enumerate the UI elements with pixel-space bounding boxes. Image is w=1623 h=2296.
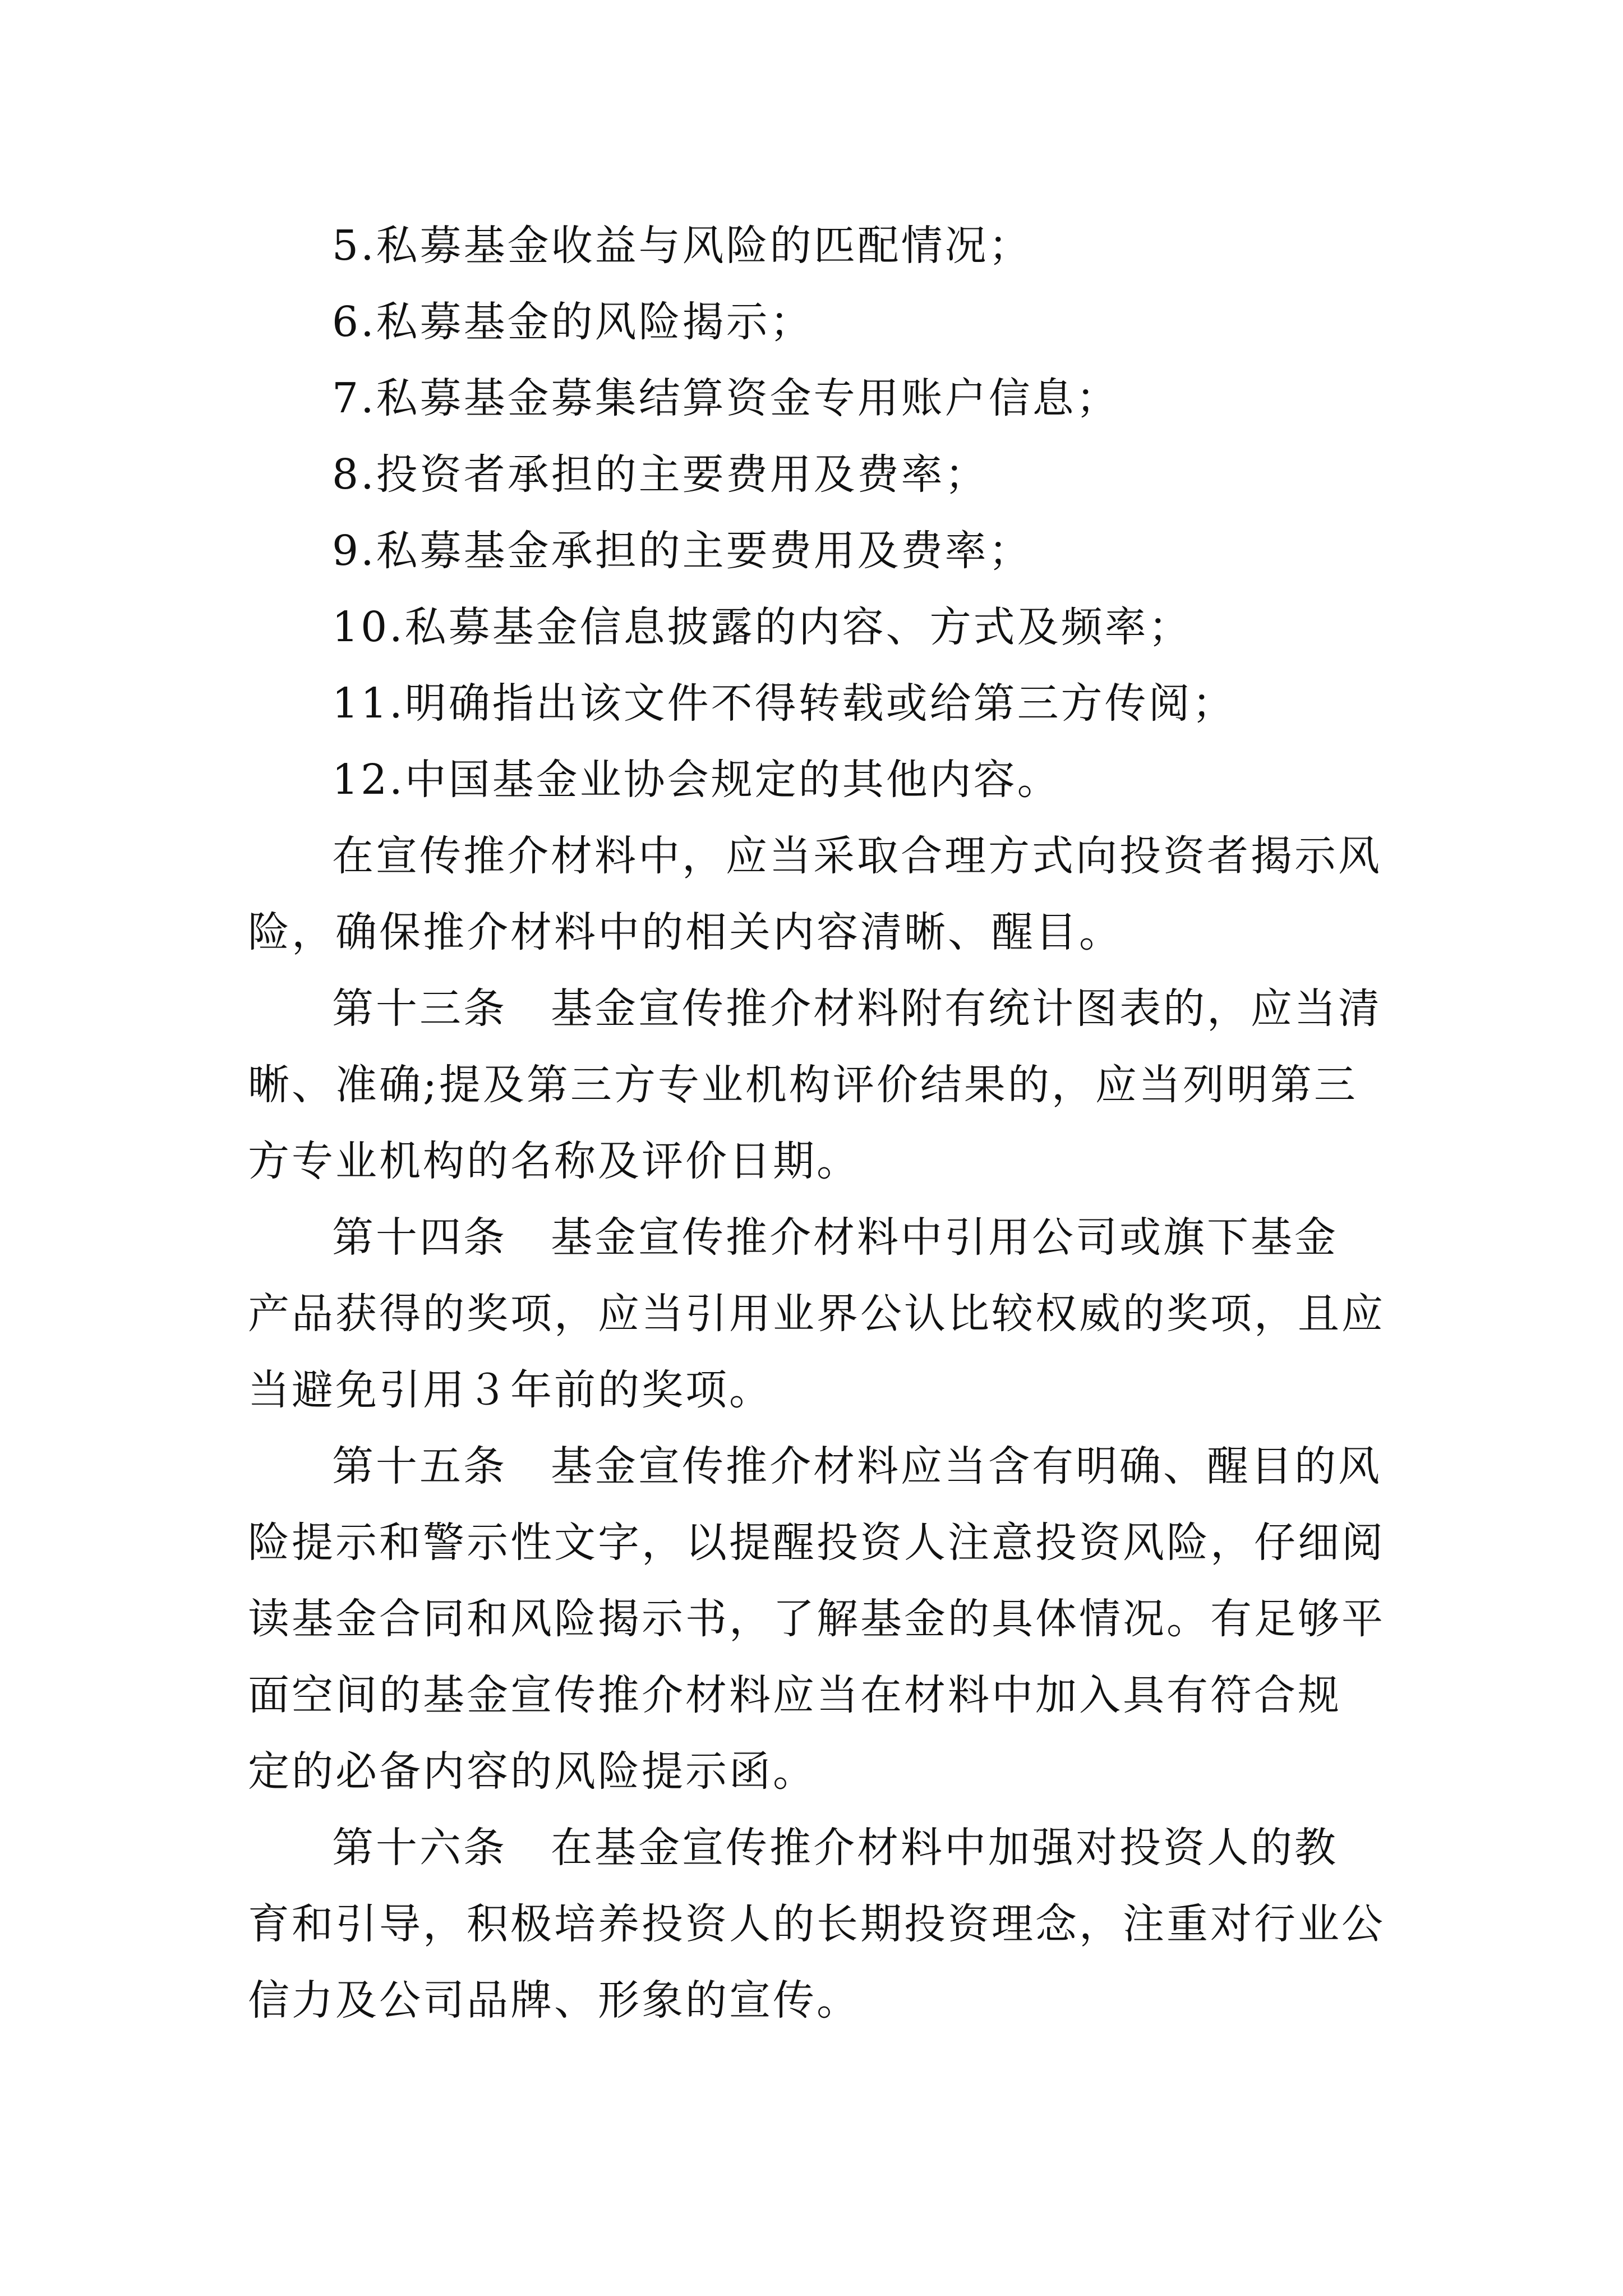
list-item-5: 5.私募基金收益与风险的匹配情况； [332, 222, 1032, 270]
article-15 [248, 1428, 1385, 1810]
paragraph-line: 晰、准确;提及第三方专业机构评价结果的，应当列明第三 [248, 1061, 1358, 1109]
paragraph-line: 育和引导，积极培养投资人的长期投资理念，注重对行业公 [248, 1900, 1385, 1948]
list-item-11: 11.明确指出该文件不得转载或给第三方传阅； [332, 679, 1236, 728]
article-13 [248, 970, 1382, 1199]
list-item-6: 6.私募基金的风险揭示； [332, 298, 814, 346]
paragraph-risk-disclosure [248, 818, 1382, 970]
list-item-7: 7.私募基金募集结算资金专用账户信息； [332, 374, 1120, 422]
paragraph-line: 第十五条 基金宣传推介材料应当含有明确、醒目的风 [332, 1442, 1382, 1490]
list-item-10: 10.私募基金信息披露的内容、方式及频率； [332, 603, 1192, 651]
article-16 [248, 1810, 1385, 2039]
article-14 [248, 1199, 1385, 1428]
list-item-9: 9.私募基金承担的主要费用及费率； [332, 527, 1032, 575]
paragraph-line: 读基金合同和风险揭示书，了解基金的具体情况。有足够平 [248, 1595, 1385, 1643]
paragraph-line: 第十三条 基金宣传推介材料附有统计图表的，应当清 [332, 984, 1382, 1033]
paragraph-line: 定的必备内容的风险提示函。 [248, 1747, 817, 1796]
paragraph-line: 方专业机构的名称及评价日期。 [248, 1137, 860, 1185]
list-item-12: 12.中国基金业协会规定的其他内容。 [332, 756, 1061, 804]
paragraph-line: 产品获得的奖项，应当引用业界公认比较权威的奖项，且应 [248, 1290, 1385, 1338]
paragraph-line: 信力及公司品牌、形象的宣传。 [248, 1976, 860, 2024]
document-body [248, 208, 1385, 2039]
list-item-8: 8.投资者承担的主要费用及费率； [332, 450, 989, 499]
paragraph-line: 面空间的基金宣传推介材料应当在材料中加入具有符合规 [248, 1671, 1341, 1719]
paragraph-line: 当避免引用３年前的奖项。 [248, 1366, 773, 1414]
paragraph-line: 在宣传推介材料中，应当采取合理方式向投资者揭示风 [332, 832, 1382, 880]
paragraph-line: 险提示和警示性文字，以提醒投资人注意投资风险，仔细阅 [248, 1519, 1385, 1567]
paragraph-line: 险，确保推介材料中的相关内容清晰、醒目。 [248, 908, 1123, 956]
paragraph-line: 第十六条 在基金宣传推介材料中加强对投资人的教 [332, 1824, 1338, 1872]
paragraph-line: 第十四条 基金宣传推介材料中引用公司或旗下基金 [332, 1213, 1338, 1262]
